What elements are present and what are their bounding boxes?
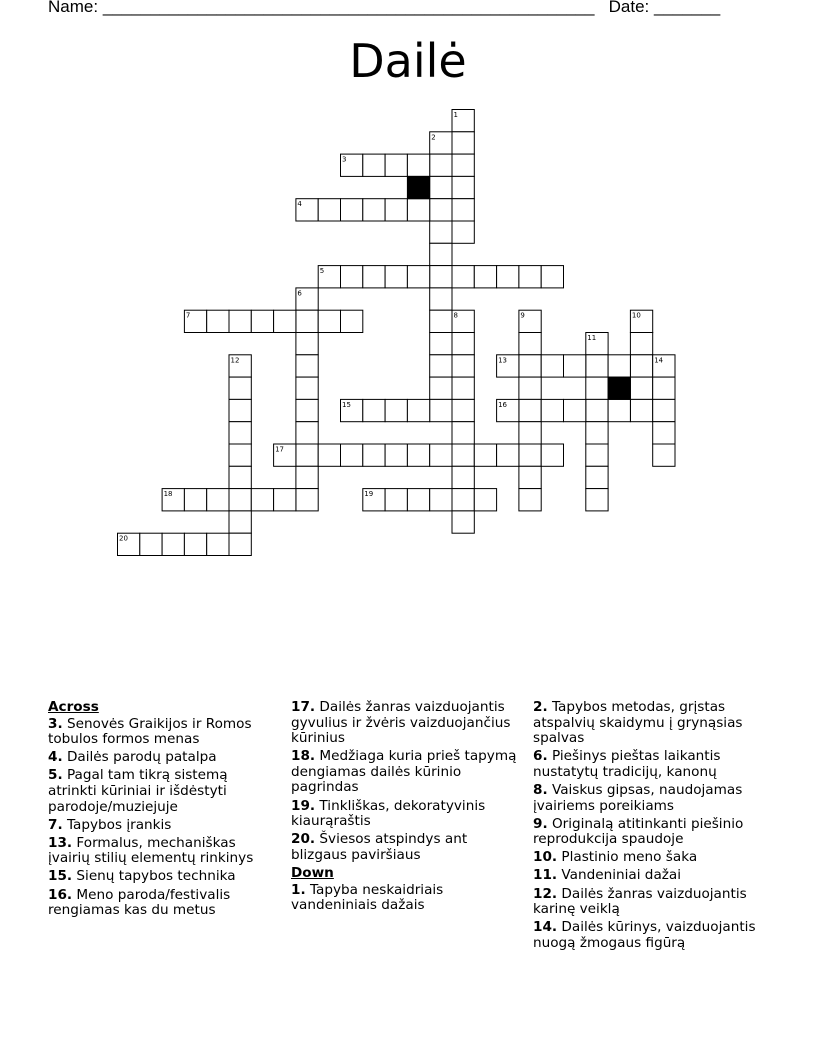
grid-cell[interactable] [229, 444, 251, 466]
grid-cell[interactable] [251, 310, 273, 332]
clue-number: 2. [533, 699, 548, 715]
grid-cell[interactable] [162, 533, 184, 555]
clue-item [533, 850, 765, 866]
grid-cell[interactable] [541, 355, 563, 377]
grid-cell[interactable] [296, 377, 318, 399]
down-clue-list-continued [533, 700, 765, 951]
grid-cell[interactable] [474, 489, 496, 511]
grid-cell[interactable] [407, 444, 429, 466]
grid-cell[interactable] [452, 132, 474, 154]
grid-cell[interactable] [430, 243, 452, 265]
clue-number-11: 11 [587, 334, 597, 342]
grid-cell[interactable] [341, 199, 363, 221]
clue-text: Tapybos įrankis [62, 816, 172, 833]
clue-item [48, 836, 268, 867]
clue-number-9: 9 [520, 311, 525, 320]
down-clue-list [291, 883, 521, 914]
grid-cell[interactable] [653, 422, 675, 444]
grid-cell[interactable] [630, 355, 652, 377]
grid-cell[interactable] [586, 489, 608, 511]
grid-cell[interactable] [452, 355, 474, 377]
clue-text: Originalą atitinkanti piešinio reprodukcija spaudoje [533, 815, 744, 848]
grid-cell[interactable] [184, 489, 206, 511]
grid-cell[interactable] [385, 444, 407, 466]
grid-cell[interactable] [519, 333, 541, 355]
grid-cell[interactable] [608, 355, 630, 377]
clue-number: 12. [533, 885, 558, 902]
clue-text: Medžiaga kuria prieš tapymą dengiamas dailės kūrinio pagrindas [291, 748, 517, 796]
grid-cell[interactable] [474, 444, 496, 466]
grid-cell[interactable] [452, 154, 474, 176]
black-cell [407, 176, 429, 198]
grid-cell[interactable] [541, 444, 563, 466]
clue-item [533, 817, 765, 848]
clue-text: Sienų tapybos technika [72, 868, 236, 885]
grid-cell[interactable] [519, 355, 541, 377]
grid-cell[interactable] [653, 444, 675, 466]
date-label: Date: [608, 0, 650, 16]
clue-number: 18. [291, 748, 316, 765]
grid-cell[interactable] [541, 399, 563, 421]
clue-text: Piešinys pieštas laikantis nustatytų tradicijų, kanonų [533, 748, 721, 780]
grid-cell[interactable] [407, 399, 429, 421]
grid-cell[interactable] [407, 199, 429, 221]
grid-cell[interactable] [296, 333, 318, 355]
clue-item [291, 832, 521, 863]
clue-item [48, 768, 268, 815]
clue-text: Tapyba neskaidriais vandeniniais dažais [291, 881, 444, 914]
clue-number: 4. [48, 749, 63, 766]
grid-cell[interactable] [229, 422, 251, 444]
grid-cell[interactable] [519, 422, 541, 444]
grid-cell[interactable] [296, 466, 318, 488]
black-cell [608, 377, 630, 399]
grid-cell[interactable] [452, 511, 474, 533]
clue-number-1: 1 [453, 111, 458, 119]
grid-cell[interactable] [519, 489, 541, 511]
grid-cell[interactable] [519, 466, 541, 488]
clue-item [533, 783, 765, 814]
grid-cell[interactable] [229, 489, 251, 511]
grid-cell[interactable] [430, 399, 452, 421]
grid-cell[interactable] [430, 266, 452, 288]
clue-number-13: 13 [498, 356, 508, 365]
grid-cell[interactable] [341, 266, 363, 288]
grid-cell[interactable] [653, 399, 675, 421]
grid-cell[interactable] [229, 310, 251, 332]
clue-item [533, 700, 765, 747]
grid-cell[interactable] [586, 399, 608, 421]
clue-text: Plastinio meno šaka [557, 849, 698, 866]
clue-text: Tapybos metodas, grįstas atspalvių skaidymu į grynąsias spalvas [533, 699, 743, 747]
grid-cell[interactable] [363, 266, 385, 288]
grid-cell[interactable] [229, 377, 251, 399]
grid-cell[interactable] [519, 444, 541, 466]
clue-text: Tinkliškas, dekoratyvinis kiaurąraštis [291, 797, 486, 830]
clue-number-2: 2 [431, 133, 436, 142]
grid-cell[interactable] [519, 377, 541, 399]
clue-text: Vandeniniai dažai [557, 867, 682, 884]
clue-number-7: 7 [185, 311, 191, 320]
clue-number-3: 3 [342, 155, 347, 164]
grid-cell[interactable] [452, 444, 474, 466]
grid-cell[interactable] [296, 355, 318, 377]
grid-cell[interactable] [407, 266, 429, 288]
clue-number-5: 5 [319, 267, 325, 276]
clue-item [533, 749, 765, 780]
grid-cell[interactable] [229, 399, 251, 421]
grid-cell[interactable] [184, 533, 206, 555]
grid-cell[interactable] [630, 333, 652, 355]
grid-cell[interactable] [541, 266, 563, 288]
grid-cell[interactable] [519, 399, 541, 421]
across-clue-list [48, 717, 268, 919]
clues-column-2 [291, 700, 521, 916]
grid-cell[interactable] [363, 154, 385, 176]
grid-cell[interactable] [497, 266, 519, 288]
grid-cell[interactable] [430, 154, 452, 176]
grid-cell[interactable] [452, 266, 474, 288]
grid-cell[interactable] [385, 154, 407, 176]
grid-cell[interactable] [452, 176, 474, 198]
date-field[interactable]: _______ [654, 0, 721, 16]
grid-cell[interactable] [229, 466, 251, 488]
grid-cell[interactable] [586, 466, 608, 488]
clue-number-20: 20 [119, 534, 128, 543]
grid-cell[interactable] [385, 199, 407, 221]
grid-cell[interactable] [452, 199, 474, 221]
clue-number: 1. [291, 881, 306, 898]
grid-cell[interactable] [274, 489, 296, 511]
clue-item [48, 888, 268, 919]
grid-cell[interactable] [296, 310, 318, 332]
grid-cell[interactable] [207, 533, 229, 555]
clue-number: 9. [533, 815, 548, 832]
across-clue-list-continued [291, 700, 521, 863]
clue-number: 17. [291, 699, 316, 715]
grid-cell[interactable] [207, 489, 229, 511]
grid-cell[interactable] [430, 288, 452, 310]
grid-cell[interactable] [363, 399, 385, 421]
clue-text: Dailės kūrinys, vaizduojantis nuogą žmogaus figūrą [533, 919, 756, 951]
clue-text: Senovės Graikijos ir Romos tobulos formos menas [48, 715, 252, 748]
clue-item [291, 799, 521, 830]
grid-cell[interactable] [586, 355, 608, 377]
grid-cell[interactable] [430, 377, 452, 399]
grid-cell[interactable] [229, 533, 251, 555]
grid-cell[interactable] [363, 444, 385, 466]
clue-number: 15. [48, 868, 73, 885]
down-heading: Down [291, 864, 334, 881]
grid-cell[interactable] [407, 154, 429, 176]
clue-number-4: 4 [297, 200, 302, 209]
grid-cell[interactable] [630, 377, 652, 399]
grid-cell[interactable] [385, 489, 407, 511]
clues-column-3 [533, 700, 765, 954]
clue-item [48, 818, 268, 834]
clue-text: Meno paroda/festivalis rengiamas kas du metus [48, 886, 231, 919]
grid-cell[interactable] [586, 377, 608, 399]
clue-number-14: 14 [654, 356, 664, 365]
clue-item [533, 920, 765, 951]
clue-number-16: 16 [498, 400, 508, 409]
clue-text: Dailės parodų patalpa [62, 749, 217, 766]
grid-cell[interactable] [452, 221, 474, 243]
name-label: Name: [48, 0, 99, 16]
grid-cell[interactable] [452, 422, 474, 444]
grid-cell[interactable] [586, 444, 608, 466]
grid-cell[interactable] [586, 422, 608, 444]
clue-number-8: 8 [453, 311, 458, 320]
grid-cell[interactable] [452, 333, 474, 355]
clue-item [533, 868, 765, 884]
grid-cell[interactable] [385, 266, 407, 288]
grid-cell[interactable] [430, 333, 452, 355]
clue-text: Pagal tam tikrą sistemą atrinkti kūriniai ir išdėstyti parodoje/muziejuje [48, 767, 228, 815]
grid-cell[interactable] [229, 511, 251, 533]
clue-number-6: 6 [297, 289, 302, 298]
grid-cell[interactable] [318, 444, 340, 466]
clue-number: 5. [48, 767, 63, 784]
grid-cell[interactable] [251, 489, 273, 511]
grid-cell[interactable] [341, 310, 363, 332]
grid-cell[interactable] [653, 377, 675, 399]
grid-cell[interactable] [296, 444, 318, 466]
grid-cell[interactable] [564, 355, 586, 377]
grid-cell[interactable] [474, 266, 496, 288]
clue-text: Formalus, mechaniškas įvairių stilių elementų rinkinys [48, 834, 254, 867]
grid-cell[interactable] [430, 355, 452, 377]
clue-number: 8. [533, 781, 548, 798]
grid-cell[interactable] [452, 399, 474, 421]
grid-cell[interactable] [341, 444, 363, 466]
clue-item [533, 887, 765, 918]
grid-cell[interactable] [452, 377, 474, 399]
clue-text: Vaiskus gipsas, naudojamas įvairiems poreikiams [533, 781, 743, 814]
clue-number-19: 19 [364, 490, 374, 499]
clue-text: Šviesos atspindys ant blizgaus paviršiaus [291, 831, 468, 863]
name-field[interactable]: ____________________________________________________ [102, 0, 595, 16]
grid-cell[interactable] [318, 199, 340, 221]
clue-item [291, 700, 521, 747]
grid-cell[interactable] [608, 399, 630, 421]
grid-cell[interactable] [452, 489, 474, 511]
grid-cell[interactable] [296, 399, 318, 421]
clue-number-17: 17 [275, 445, 285, 454]
clue-number-15: 15 [342, 400, 351, 409]
clues-column-1 [48, 700, 268, 921]
grid-cell[interactable] [296, 422, 318, 444]
grid-cell[interactable] [430, 489, 452, 511]
clue-text: Dailės žanras vaizduojantis gyvulius ir žvėris vaizduojančius kūrinius [291, 699, 511, 747]
grid-cell[interactable] [318, 310, 340, 332]
grid-cell[interactable] [519, 266, 541, 288]
grid-cell[interactable] [452, 466, 474, 488]
grid-cell[interactable] [430, 444, 452, 466]
clue-number: 3. [48, 715, 63, 732]
grid-cell[interactable] [407, 489, 429, 511]
grid-cell[interactable] [430, 221, 452, 243]
grid-cell[interactable] [497, 444, 519, 466]
clue-item [48, 717, 268, 748]
clue-item [48, 869, 268, 885]
clue-number: 11. [533, 867, 558, 884]
across-heading: Across [48, 699, 99, 715]
clue-number-10: 10 [631, 311, 641, 320]
grid-cell[interactable] [207, 310, 229, 332]
clue-item [291, 749, 521, 796]
clue-number: 10. [533, 849, 558, 866]
clue-number: 14. [533, 919, 558, 936]
grid-cell[interactable] [430, 199, 452, 221]
clue-number-18: 18 [163, 490, 173, 499]
clue-number: 7. [48, 816, 63, 833]
grid-cell[interactable] [430, 176, 452, 198]
clue-text: Dailės žanras vaizduojantis karinę veiklą [533, 885, 747, 918]
grid-cell[interactable] [630, 399, 652, 421]
clue-number: 19. [291, 797, 316, 814]
clue-item [291, 883, 521, 914]
grid-cell[interactable] [430, 310, 452, 332]
grid-cell[interactable] [363, 199, 385, 221]
clue-number: 20. [291, 831, 316, 848]
clue-item [48, 750, 268, 766]
clue-number-12: 12 [230, 356, 240, 365]
clue-number: 13. [48, 834, 73, 851]
grid-cell[interactable] [296, 489, 318, 511]
page-title: Dailė [349, 34, 467, 88]
grid-cell[interactable] [385, 399, 407, 421]
grid-cell[interactable] [140, 533, 162, 555]
clue-number: 6. [533, 748, 548, 765]
grid-cell[interactable] [274, 310, 296, 332]
grid-cell[interactable] [564, 399, 586, 421]
clue-number: 16. [48, 886, 73, 903]
